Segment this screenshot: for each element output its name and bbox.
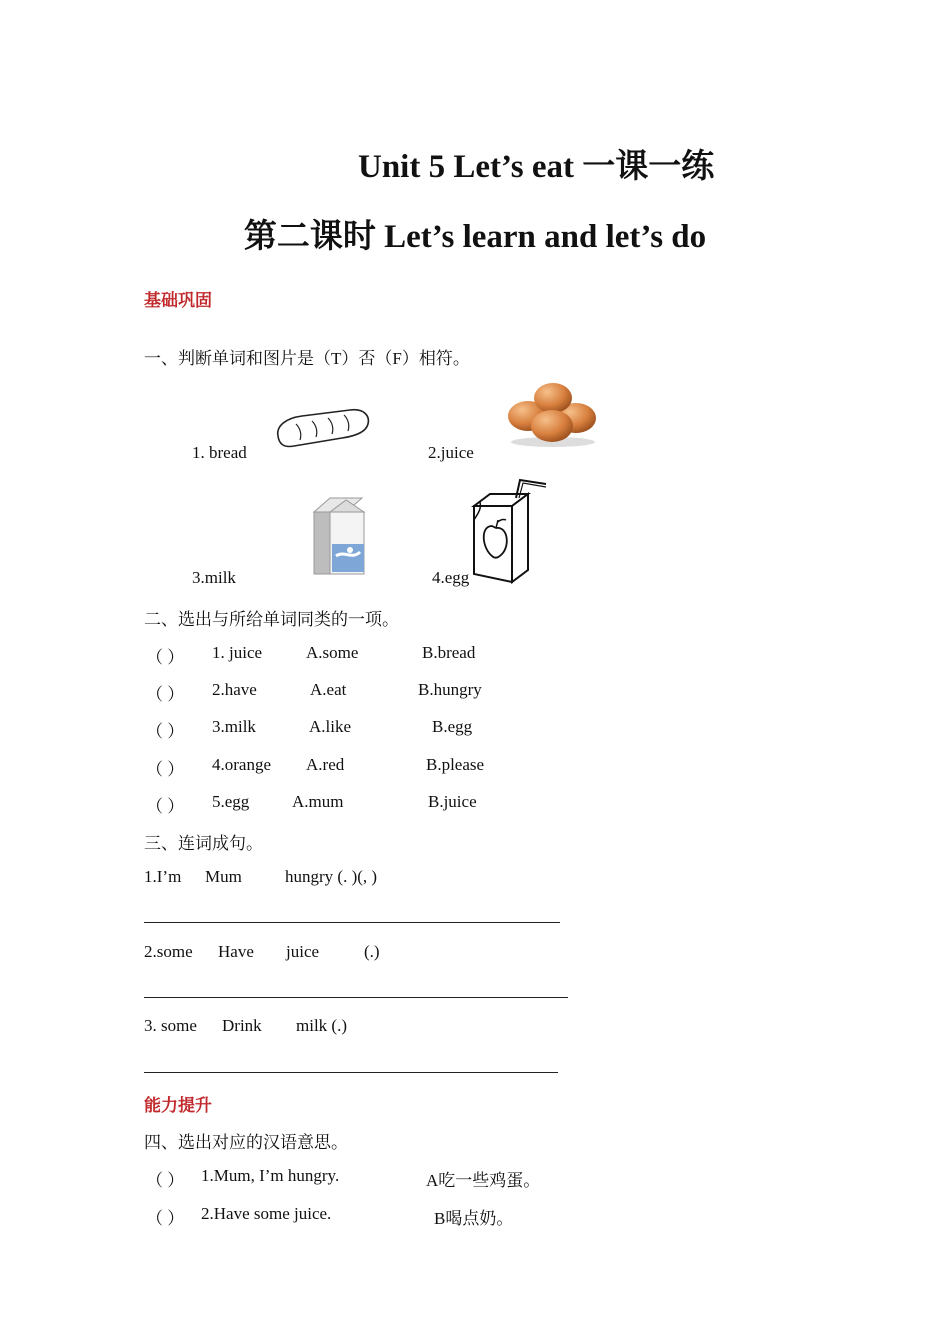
q1-item-milk: 3.milk (192, 568, 236, 587)
page-subtitle: 第二课时 Let’s learn and let’s do (243, 219, 707, 255)
q2-row3-option-b: B.egg (432, 717, 473, 736)
q2-row1-word: 1. juice (212, 643, 263, 662)
milk-carton-image (306, 494, 368, 576)
q3-item2-word: Have (218, 942, 254, 961)
q1-item-egg: 4.egg (432, 568, 470, 587)
q2-row2-option-a: A.eat (310, 680, 347, 699)
q2-row4-answer-blank[interactable]: （ ） (146, 760, 185, 779)
q2-row3-option-a: A.like (309, 717, 352, 736)
q3-heading: 三、连词成句。 (144, 834, 263, 853)
juice-box-image (470, 476, 550, 586)
q2-row5-answer-blank[interactable]: （ ） (146, 797, 185, 816)
q3-item3-word: Drink (222, 1016, 262, 1035)
eggs-image (506, 376, 600, 448)
q3-item1-word: hungry (. )(, ) (285, 867, 378, 886)
q3-item2-word: 2.some (144, 942, 193, 961)
q3-item1-answer-line[interactable] (144, 922, 560, 923)
q1-heading: 一、判断单词和图片是（T）否（F）相符。 (144, 349, 470, 368)
q2-row5-option-a: A.mum (292, 792, 344, 811)
q2-row5-option-b: B.juice (428, 792, 477, 811)
q3-item2-answer-line[interactable] (144, 997, 568, 998)
q2-row4-option-b: B.please (426, 755, 485, 774)
q3-item2-word: (.) (364, 942, 380, 961)
q4-row1-text: 1.Mum, I’m hungry. (201, 1166, 340, 1185)
q2-row1-option-b: B.bread (422, 643, 476, 662)
q2-row3-word: 3.milk (212, 717, 256, 736)
q2-row2-answer-blank[interactable]: （ ） (146, 685, 185, 704)
page-title: Unit 5 Let’s eat 一课一练 (358, 149, 715, 185)
q2-row4-word: 4.orange (212, 755, 272, 774)
bread-image (272, 404, 372, 454)
q4-row2-answer-blank[interactable]: （ ） (146, 1209, 185, 1228)
q2-heading: 二、选出与所给单词同类的一项。 (144, 610, 399, 629)
q3-item1-word: 1.I’m (144, 867, 182, 886)
q3-item3-answer-line[interactable] (144, 1072, 558, 1073)
q2-row1-answer-blank[interactable]: （ ） (146, 648, 185, 667)
section-basic-heading: 基础巩固 (144, 291, 212, 310)
q2-row2-option-b: B.hungry (418, 680, 482, 699)
q2-row2-word: 2.have (212, 680, 257, 699)
q3-item2-word: juice (286, 942, 320, 961)
q2-row3-answer-blank[interactable]: （ ） (146, 722, 185, 741)
q3-item3-word: 3. some (144, 1016, 197, 1035)
q4-heading: 四、选出对应的汉语意思。 (144, 1133, 348, 1152)
q4-row2-option: B喝点奶。 (434, 1209, 514, 1228)
q1-item-juice: 2.juice (428, 443, 474, 462)
section-advanced-heading: 能力提升 (144, 1096, 212, 1115)
q2-row4-option-a: A.red (306, 755, 345, 774)
q2-row1-option-a: A.some (306, 643, 359, 662)
q2-row5-word: 5.egg (212, 792, 250, 811)
q4-row2-text: 2.Have some juice. (201, 1204, 332, 1223)
q3-item3-word: milk (.) (296, 1016, 347, 1035)
q1-item-bread: 1. bread (192, 443, 247, 462)
q3-item1-word: Mum (205, 867, 242, 886)
q4-row1-option: A吃一些鸡蛋。 (426, 1171, 541, 1190)
q4-row1-answer-blank[interactable]: （ ） (146, 1171, 185, 1190)
